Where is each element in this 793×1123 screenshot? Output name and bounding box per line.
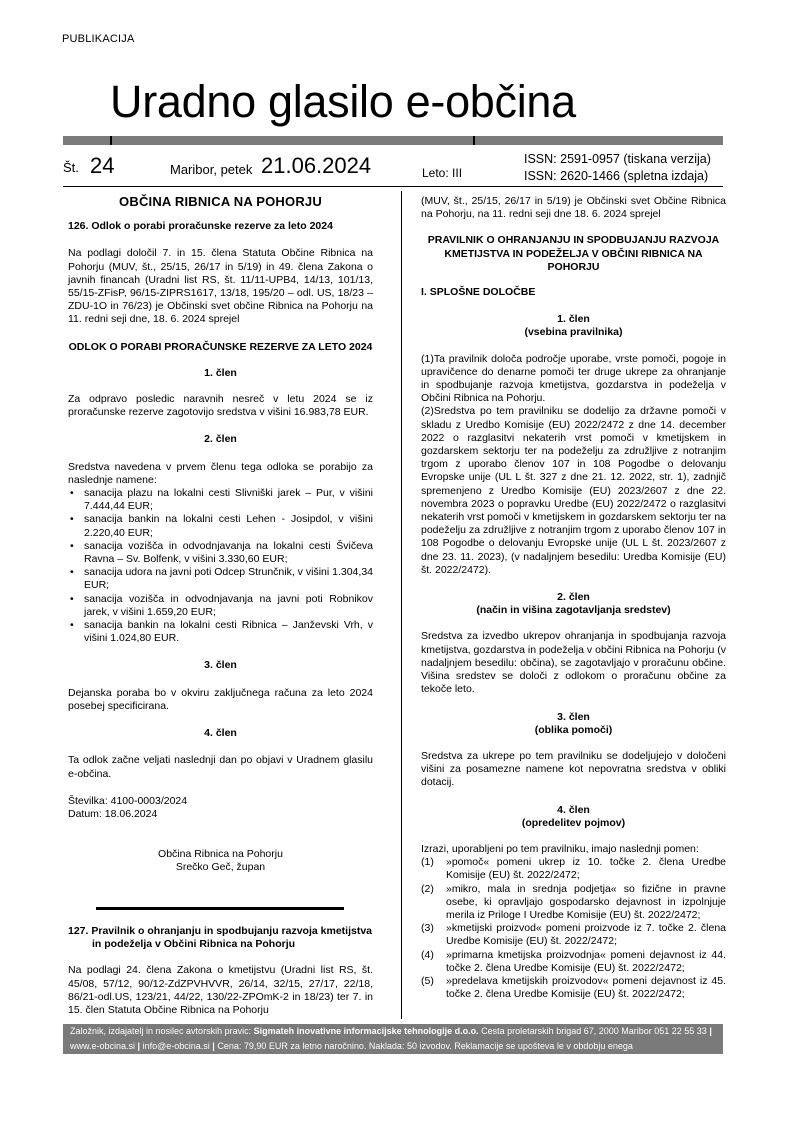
- clen-4-text: Ta odlok začne veljati naslednji dan po objavi v Uradnem glasilu e-občina.: [68, 754, 373, 780]
- list-number: (5): [421, 974, 434, 987]
- municipality-heading: OBČINA RIBNICA NA POHORJU: [119, 194, 322, 209]
- clen-2-intro: Sredstva navedena v prvem členu tega odloka se porabijo za naslednje namene:: [68, 460, 373, 486]
- publication-label: PUBLIKACIJA: [62, 33, 135, 45]
- act-127-block: [68, 925, 373, 1017]
- list-text: »kmetijski proizvod« pomeni proizvode iz 7. točke 2. člena Uredbe Komisije (EU) št. 2022/2472;: [446, 922, 726, 948]
- document-date: Datum: 18.06.2024: [68, 807, 158, 820]
- clen-1-text: Za odpravo posledic naravnih nesreč v letu 2024 se iz proračunske rezerve zagotovijo sredstva v višini 16.983,78 EUR.: [68, 393, 373, 419]
- issue-number: 24: [90, 153, 115, 178]
- publisher-footer: Založnik, izdajatelj in nosilec avtorskih pravic: Sigmateh inovativne informacijske tehnologije d.o.o. Cesta proletarskih brigad 67, 2000 Maribor 051 22 55 33 | www.e-obcina.si | info@e-obcina.si | Cena: 79,90 EUR za letno naročnino. Naklada: 50 izvodov. Reklamacije se upošteva le v obdobju enega: [63, 1024, 723, 1054]
- odlok-heading: ODLOK O PORABI PRORAČUNSKE REZERVE ZA LETO 2024: [68, 340, 373, 353]
- list-item: • sanacija vozišča in odvodnjavanja na lokalni cesti Švičeva Ravna – Sv. Bolfenk, v višini 3.330,60 EUR;: [84, 540, 373, 566]
- list-item: [421, 856, 726, 882]
- list-number: (2): [421, 882, 434, 895]
- c3-label: 3. člen: [557, 710, 590, 723]
- list-item: • sanacija bankin na lokalni cesti Ribnica – Janževski Vrh, v višini 1.024,80 EUR.: [84, 619, 373, 645]
- list-number: (3): [421, 922, 434, 935]
- header-underline: [63, 186, 723, 187]
- list-text: »primarna kmetijska proizvodnja« pomeni dejavnost iz 44. točke 2. člena Uredbe Komisije (EU) št. 2022/2472;: [446, 948, 726, 974]
- list-item: • sanacija bankin na lokalni cesti Lehen - Josipdol, v višini 2.220,40 EUR;: [84, 513, 373, 539]
- c4-label: 4. člen: [557, 803, 590, 816]
- signature-name: Srečko Geč, župan: [175, 861, 266, 874]
- act-127-title: 127. Pravilnik o ohranjanju in spodbujanju razvoja kmetijstva in podeželja v Občini Ribnica na Pohorju: [68, 925, 373, 951]
- issn-block: [524, 151, 711, 185]
- section-separator: [96, 907, 344, 910]
- c2-label: 2. člen: [557, 591, 590, 604]
- c3-subtitle: (oblika pomoči): [534, 723, 613, 736]
- c4-subtitle: (opredelitev pojmov): [521, 816, 626, 829]
- continued-intro: (MUV, št., 25/15, 26/17 in 5/19) je Občinski svet Občine Ribnica na Pohorju, na 11. redni seji dne 18. 6. 2024 sprejel: [421, 195, 726, 221]
- c4-intro: Izrazi, uporabljeni po tem pravilniku, imajo naslednji pomen:: [421, 842, 699, 855]
- masthead-title: Uradno glasilo e-občina: [110, 76, 576, 127]
- list-item: [421, 949, 726, 975]
- list-text: »predelava kmetijskih proizvodov« pomeni dejavnost iz 45. točke 2. člena Uredbe Komisije (EU) št. 2022/2472;: [446, 974, 726, 1001]
- list-item: [421, 922, 726, 948]
- list-item: [421, 883, 726, 923]
- column-divider: [401, 191, 402, 1019]
- pravilnik-heading: PRAVILNIK O OHRANJANJU IN SPODBUJANJU RAZVOJA KMETIJSTVA IN PODEŽELJA V OBČINI RIBNICA NA POHORJU: [427, 234, 720, 273]
- footer-price: Cena: 79,90 EUR za letno naročnino. Naklada: 50 izvodov. Reklamacije se upošteva le v obdobju enega: [217, 1041, 633, 1051]
- section-1-heading: I. SPLOŠNE DOLOČBE: [421, 286, 536, 299]
- footer-website-link[interactable]: www.e-obcina.si: [70, 1041, 136, 1051]
- document-number: Številka: 4100-0003/2024: [68, 794, 188, 807]
- c1-subtitle: (vsebina pravilnika): [524, 326, 623, 339]
- issue-date: 21.06.2024: [261, 153, 372, 178]
- right-column: [421, 195, 726, 1001]
- issue-year: Leto: III: [422, 166, 463, 180]
- act-127-intro: Na podlagi 24. člena Zakona o kmetijstvu (Uradni list RS, št. 45/08, 57/12, 90/12-ZdZPVHVVR, 26/14, 32/15, 27/17, 22/18, 86/21-odl.US, 123/21, 44/22, 130/22-ZPOmK-2 in 18/23) ter 7. in 15. člen Statuta Občine Ribnica na Pohorju: [68, 964, 373, 1017]
- left-column: [68, 195, 373, 875]
- list-item: • sanacija plazu na lokalni cesti Slivniški jarek – Pur, v višini 7.444,44 EUR;: [84, 487, 373, 513]
- list-item: • sanacija vozišča in odvodnjavanja na javni poti Robnikov jarek, v višini 1.659,20 EUR;: [84, 593, 373, 619]
- c2-subtitle: (način in višina zagotavljanja sredstev): [476, 604, 671, 617]
- act-126-intro: Na podlagi določil 7. in 15. člena Statuta Občine Ribnica na Pohorju (MUV, št., 25/15, 26/17 in 5/19) in 49. člena Zakona o javnih financah (Uradni list RS, št. 11/11-UPB4, 14/13, 101/13, 55/15-ZFisP, 96/15-ZIPRS1617, 13/18, 195/20 – odl. US, 18/23 – ZDU-1O in 76/23) je Občinski svet občine Ribnica na Pohorju na 11. redni seji dne, 18. 6. 2024 sprejel: [68, 247, 373, 326]
- c2-text: Sredstva za izvedbo ukrepov ohranjanja in spodbujanja razvoja kmetijstva, gozdarstva in podeželja v občini Ribnica na Pohorju (v nadaljnjem besedilu: občina), se zagotavljajo v proračunu občine. Višina sredstev se določi z odlokom o proračunu občine za tekoče leto.: [421, 630, 726, 696]
- c1-paragraph-2: (2)Sredstva po tem pravilniku se dodelijo za državne pomoči v skladu z Uredbo Komisije (EU) 2022/2472 z dne 14. december 2022 o razglasitvi nekaterih vrst pomoči v kmetijskem in gozdarskem sektorju ter na podeželju za združljive z notranjim trgom z uporabo členov 107 in 108 Pogodbe o delovanju Evropske unije (UL L št. 327 z dne 21. 12. 2022, str. 1), zadnjič spremenjeno z Uredbo Komisije (EU) 2023/2607 z dne 22. novembra 2023 o popravku Uredbe (EU) 2022/2472 o razglasitvi nekaterih vrst pomoči v kmetijskem in gozdarskem sektorju ter na podeželju za združljive z notranjim trgom z uporabo členov 107 in 108 Pogodbe o delovanju Evropske unije (UL L št. 2023/2607 z dne 23. 11. 2023), (v nadaljnjem besedilu: Uredba Komisije (EU) št. 2022/2472).: [421, 405, 726, 576]
- issn-online: ISSN: 2620-1466 (spletna izdaja): [524, 169, 709, 183]
- clen-2-list: [68, 487, 373, 645]
- footer-address: Cesta proletarskih brigad 67, 2000 Maribor 051 22 55 33: [481, 1026, 707, 1036]
- act-126-title: 126. Odlok o porabi proračunske rezerve za leto 2024: [68, 220, 333, 233]
- list-number: (1): [421, 856, 434, 869]
- footer-email-link[interactable]: info@e-obcina.si: [142, 1041, 210, 1051]
- issue-place-day: Maribor, petek: [170, 162, 253, 177]
- signature-office: Občina Ribnica na Pohorju: [158, 848, 283, 861]
- list-item: • sanacija udora na javni poti Odcep Strunčnik, v višini 1.304,34 EUR;: [84, 566, 373, 592]
- clen-3-text: Dejanska poraba bo v okviru zaključnega računa za leto 2024 posebej specificirana.: [68, 686, 373, 712]
- c1-paragraph-1: (1)Ta pravilnik določa področje uporabe, vrste pomoči, pogoje in upravičence do denarne pomoči ter druge ukrepe za ohranjanje in spodbujanje razvoja kmetijstva, gozdarstva in podeželja v Občini Ribnica na Pohorju.: [421, 352, 726, 405]
- clen-2-label: 2. člen: [204, 433, 237, 446]
- c3-text: Sredstva za ukrepe po tem pravilniku se dodeljujejo v določeni višini za posamezne namene kot nepovratna sredstva v obliki dotacij.: [421, 749, 726, 789]
- clen-4-label: 4. člen: [204, 727, 237, 740]
- issue-prefix: Št.: [63, 160, 79, 175]
- masthead-rule: [63, 136, 723, 145]
- c4-definitions-list: [421, 856, 726, 1001]
- list-text: »pomoč« pomeni ukrep iz 10. točke 2. člena Uredbe Komisije (EU) št. 2022/2472;: [446, 856, 726, 882]
- footer-company: Sigmateh inovativne informacijske tehnologije d.o.o.: [253, 1026, 479, 1036]
- issn-print: ISSN: 2591-0957 (tiskana verzija): [524, 152, 711, 166]
- list-text: »mikro, mala in srednja podjetja« so fizične in pravne osebe, ki opravljajo gospodarsko dejavnost in izpolnjuje merila iz Priloge I Uredbe Komisije (EU) št. 2022/2472;: [446, 882, 726, 921]
- list-item: [421, 975, 726, 1001]
- issue-info-row: [63, 152, 723, 188]
- list-number: (4): [421, 948, 434, 961]
- footer-lead: Založnik, izdajatelj in nosilec avtorskih pravic:: [70, 1026, 252, 1036]
- clen-1-label: 1. člen: [204, 366, 237, 379]
- clen-3-label: 3. člen: [204, 659, 237, 672]
- c1-label: 1. člen: [557, 313, 590, 326]
